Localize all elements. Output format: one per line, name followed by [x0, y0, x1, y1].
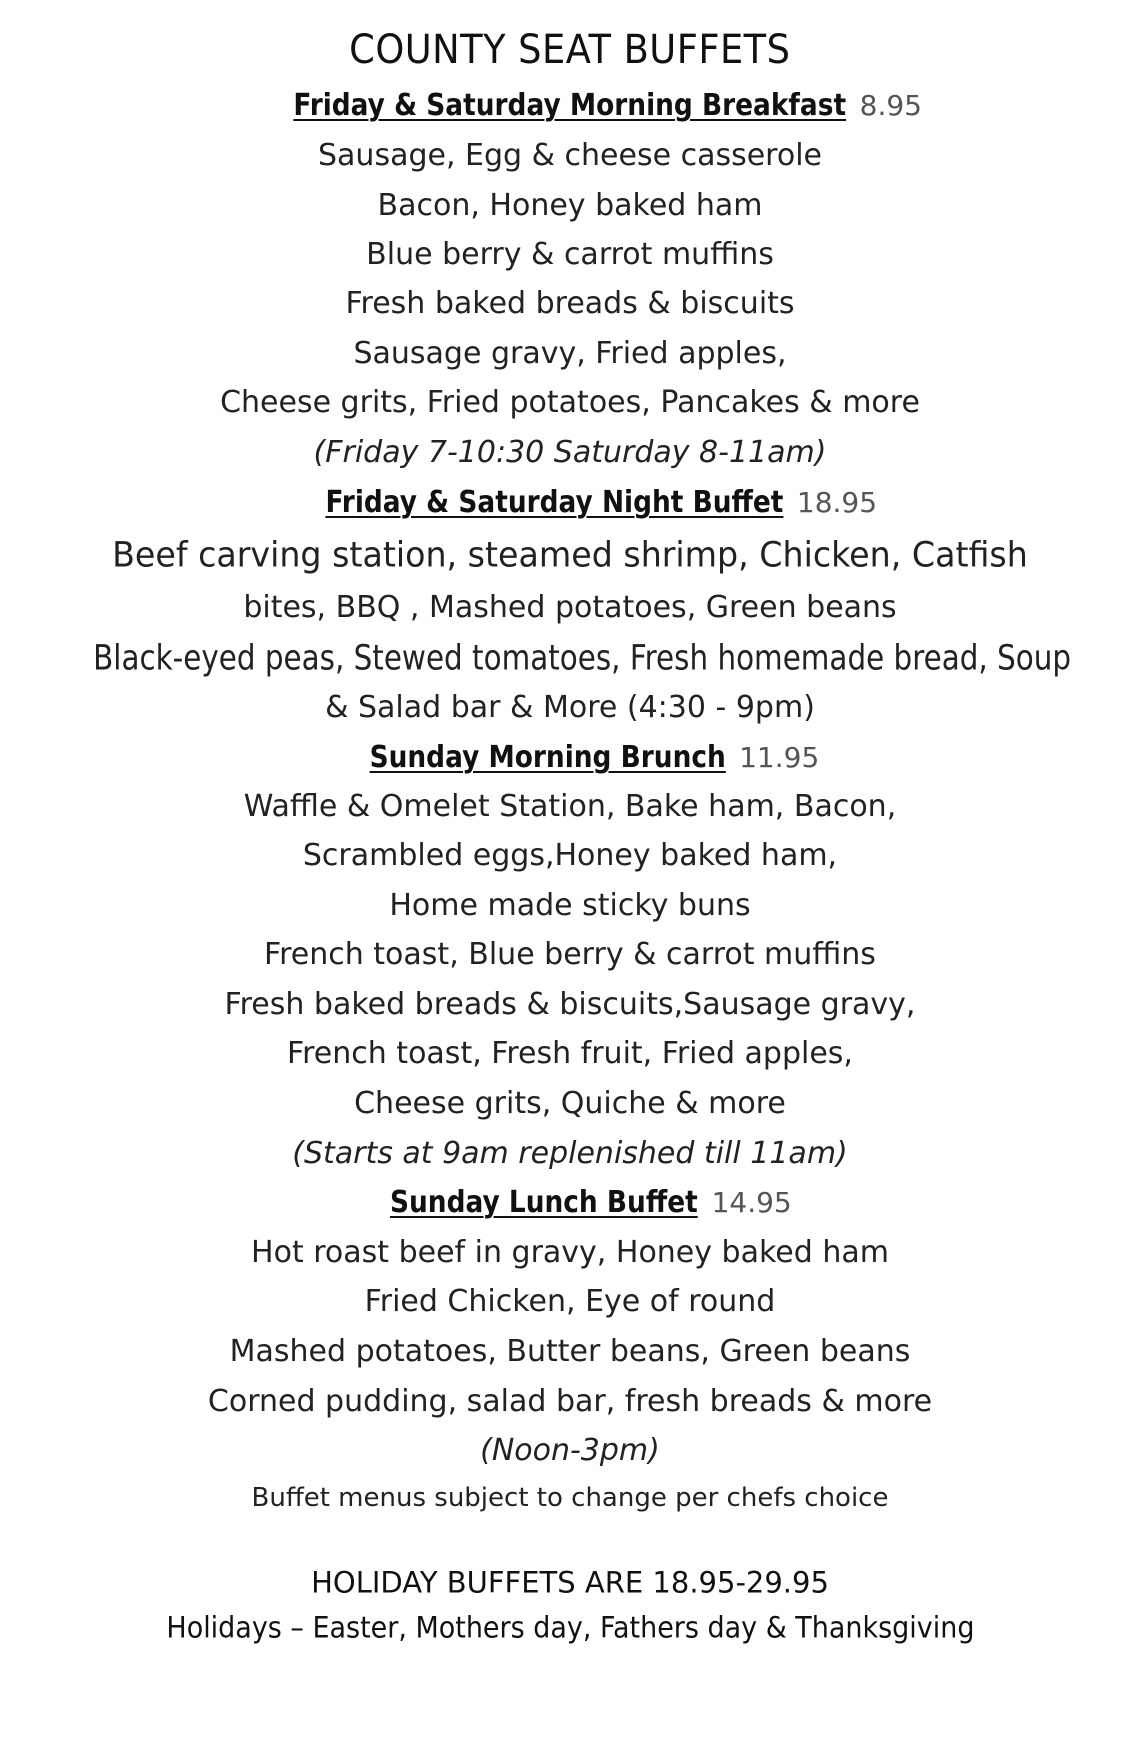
- menu-item-text: Cheese grits, Fried potatoes, Pancakes & more: [220, 385, 920, 420]
- menu-item: [0, 385, 1140, 420]
- menu-item-text: Bacon, Honey baked ham: [377, 188, 763, 223]
- menu-item-text: Beef carving station, steamed shrimp, Chicken, Catfish: [112, 535, 1028, 576]
- menu-title: [0, 27, 1140, 73]
- menu-item-text: Cheese grits, Quiche & more: [354, 1086, 786, 1121]
- disclaimer-text: Buffet menus subject to change per chefs choice: [251, 1483, 889, 1513]
- section-hours: [0, 1433, 1140, 1468]
- section-price: 14.95: [711, 1186, 792, 1219]
- section-hours: [0, 1136, 1140, 1171]
- holiday-list: [0, 1610, 1140, 1645]
- hours-text: (Starts at 9am replenished till 11am): [292, 1136, 848, 1171]
- menu-item: [0, 789, 1140, 824]
- menu-item-text: Corned pudding, salad bar, fresh breads & more: [207, 1384, 933, 1419]
- menu-item-text: Sausage gravy, Fried apples,: [353, 336, 787, 371]
- menu-item-text: Sausage, Egg & cheese casserole: [318, 138, 822, 173]
- menu-disclaimer: [0, 1485, 1140, 1511]
- menu-item-text: Blue berry & carrot muffins: [366, 237, 774, 272]
- menu-item: [0, 590, 1140, 625]
- holiday-list-text: Holidays – Easter, Mothers day, Fathers day & Thanksgiving: [165, 1610, 975, 1645]
- hours-text: (Friday 7-10:30 Saturday 8-11am): [313, 435, 827, 470]
- menu-item: [0, 1086, 1140, 1121]
- menu-item: [0, 690, 1140, 725]
- section-name: Friday & Saturday Night Buffet: [325, 485, 784, 520]
- menu-item-text: bites, BBQ , Mashed potatoes, Green beans: [243, 590, 897, 625]
- menu-item: [0, 535, 1140, 576]
- menu-item: [0, 138, 1140, 173]
- menu-item-text: Black-eyed peas, Stewed tomatoes, Fresh homemade bread, Soup: [93, 638, 1072, 679]
- hours-text: (Noon-3pm): [480, 1433, 660, 1468]
- section-heading-sunday-brunch: [0, 740, 1140, 775]
- section-hours: [0, 435, 1140, 470]
- section-name: Friday & Saturday Morning Breakfast: [293, 88, 847, 123]
- section-name: Sunday Morning Brunch: [369, 740, 726, 775]
- menu-item-text: French toast, Blue berry & carrot muffins: [264, 937, 876, 972]
- menu-item: [0, 1235, 1140, 1270]
- menu-item: [0, 937, 1140, 972]
- menu-item-text: Fresh baked breads & biscuits,Sausage gravy,: [224, 987, 916, 1022]
- menu-item: [0, 1384, 1140, 1419]
- section-heading-sunday-lunch: [0, 1185, 1140, 1220]
- menu-item: [0, 1284, 1140, 1319]
- menu-item-text: Hot roast beef in gravy, Honey baked ham: [251, 1235, 889, 1270]
- section-heading-night-buffet: [0, 485, 1140, 520]
- menu-item-text: & Salad bar & More (4:30 - 9pm): [325, 690, 815, 725]
- menu-item: [0, 987, 1140, 1022]
- section-price: 18.95: [796, 486, 878, 519]
- section-price: 8.95: [859, 89, 922, 122]
- menu-item-text: Fresh baked breads & biscuits: [345, 286, 795, 321]
- menu-item: [0, 188, 1140, 223]
- menu-item-text: Mashed potatoes, Butter beans, Green beans: [229, 1334, 911, 1369]
- holiday-headline-text: HOLIDAY BUFFETS ARE 18.95-29.95: [311, 1565, 829, 1600]
- menu-title-text: COUNTY SEAT BUFFETS: [349, 27, 791, 73]
- menu-item: [0, 1334, 1140, 1369]
- menu-item: [0, 286, 1140, 321]
- menu-item-text: French toast, Fresh fruit, Fried apples,: [287, 1036, 853, 1071]
- menu-item: [0, 336, 1140, 371]
- menu-item-text: Fried Chicken, Eye of round: [364, 1284, 776, 1319]
- menu-item: [0, 838, 1140, 873]
- menu-item: [0, 638, 1140, 679]
- holiday-headline: [0, 1565, 1140, 1600]
- menu-item: [0, 888, 1140, 923]
- menu-item: [0, 237, 1140, 272]
- section-name: Sunday Lunch Buffet: [390, 1185, 699, 1220]
- menu-item-text: Waffle & Omelet Station, Bake ham, Bacon,: [243, 789, 897, 824]
- menu-item-text: Home made sticky buns: [389, 888, 751, 923]
- menu-item-text: Scrambled eggs,Honey baked ham,: [302, 838, 838, 873]
- section-heading-breakfast: [0, 88, 1140, 123]
- menu-item: [0, 1036, 1140, 1071]
- section-price: 11.95: [739, 741, 820, 774]
